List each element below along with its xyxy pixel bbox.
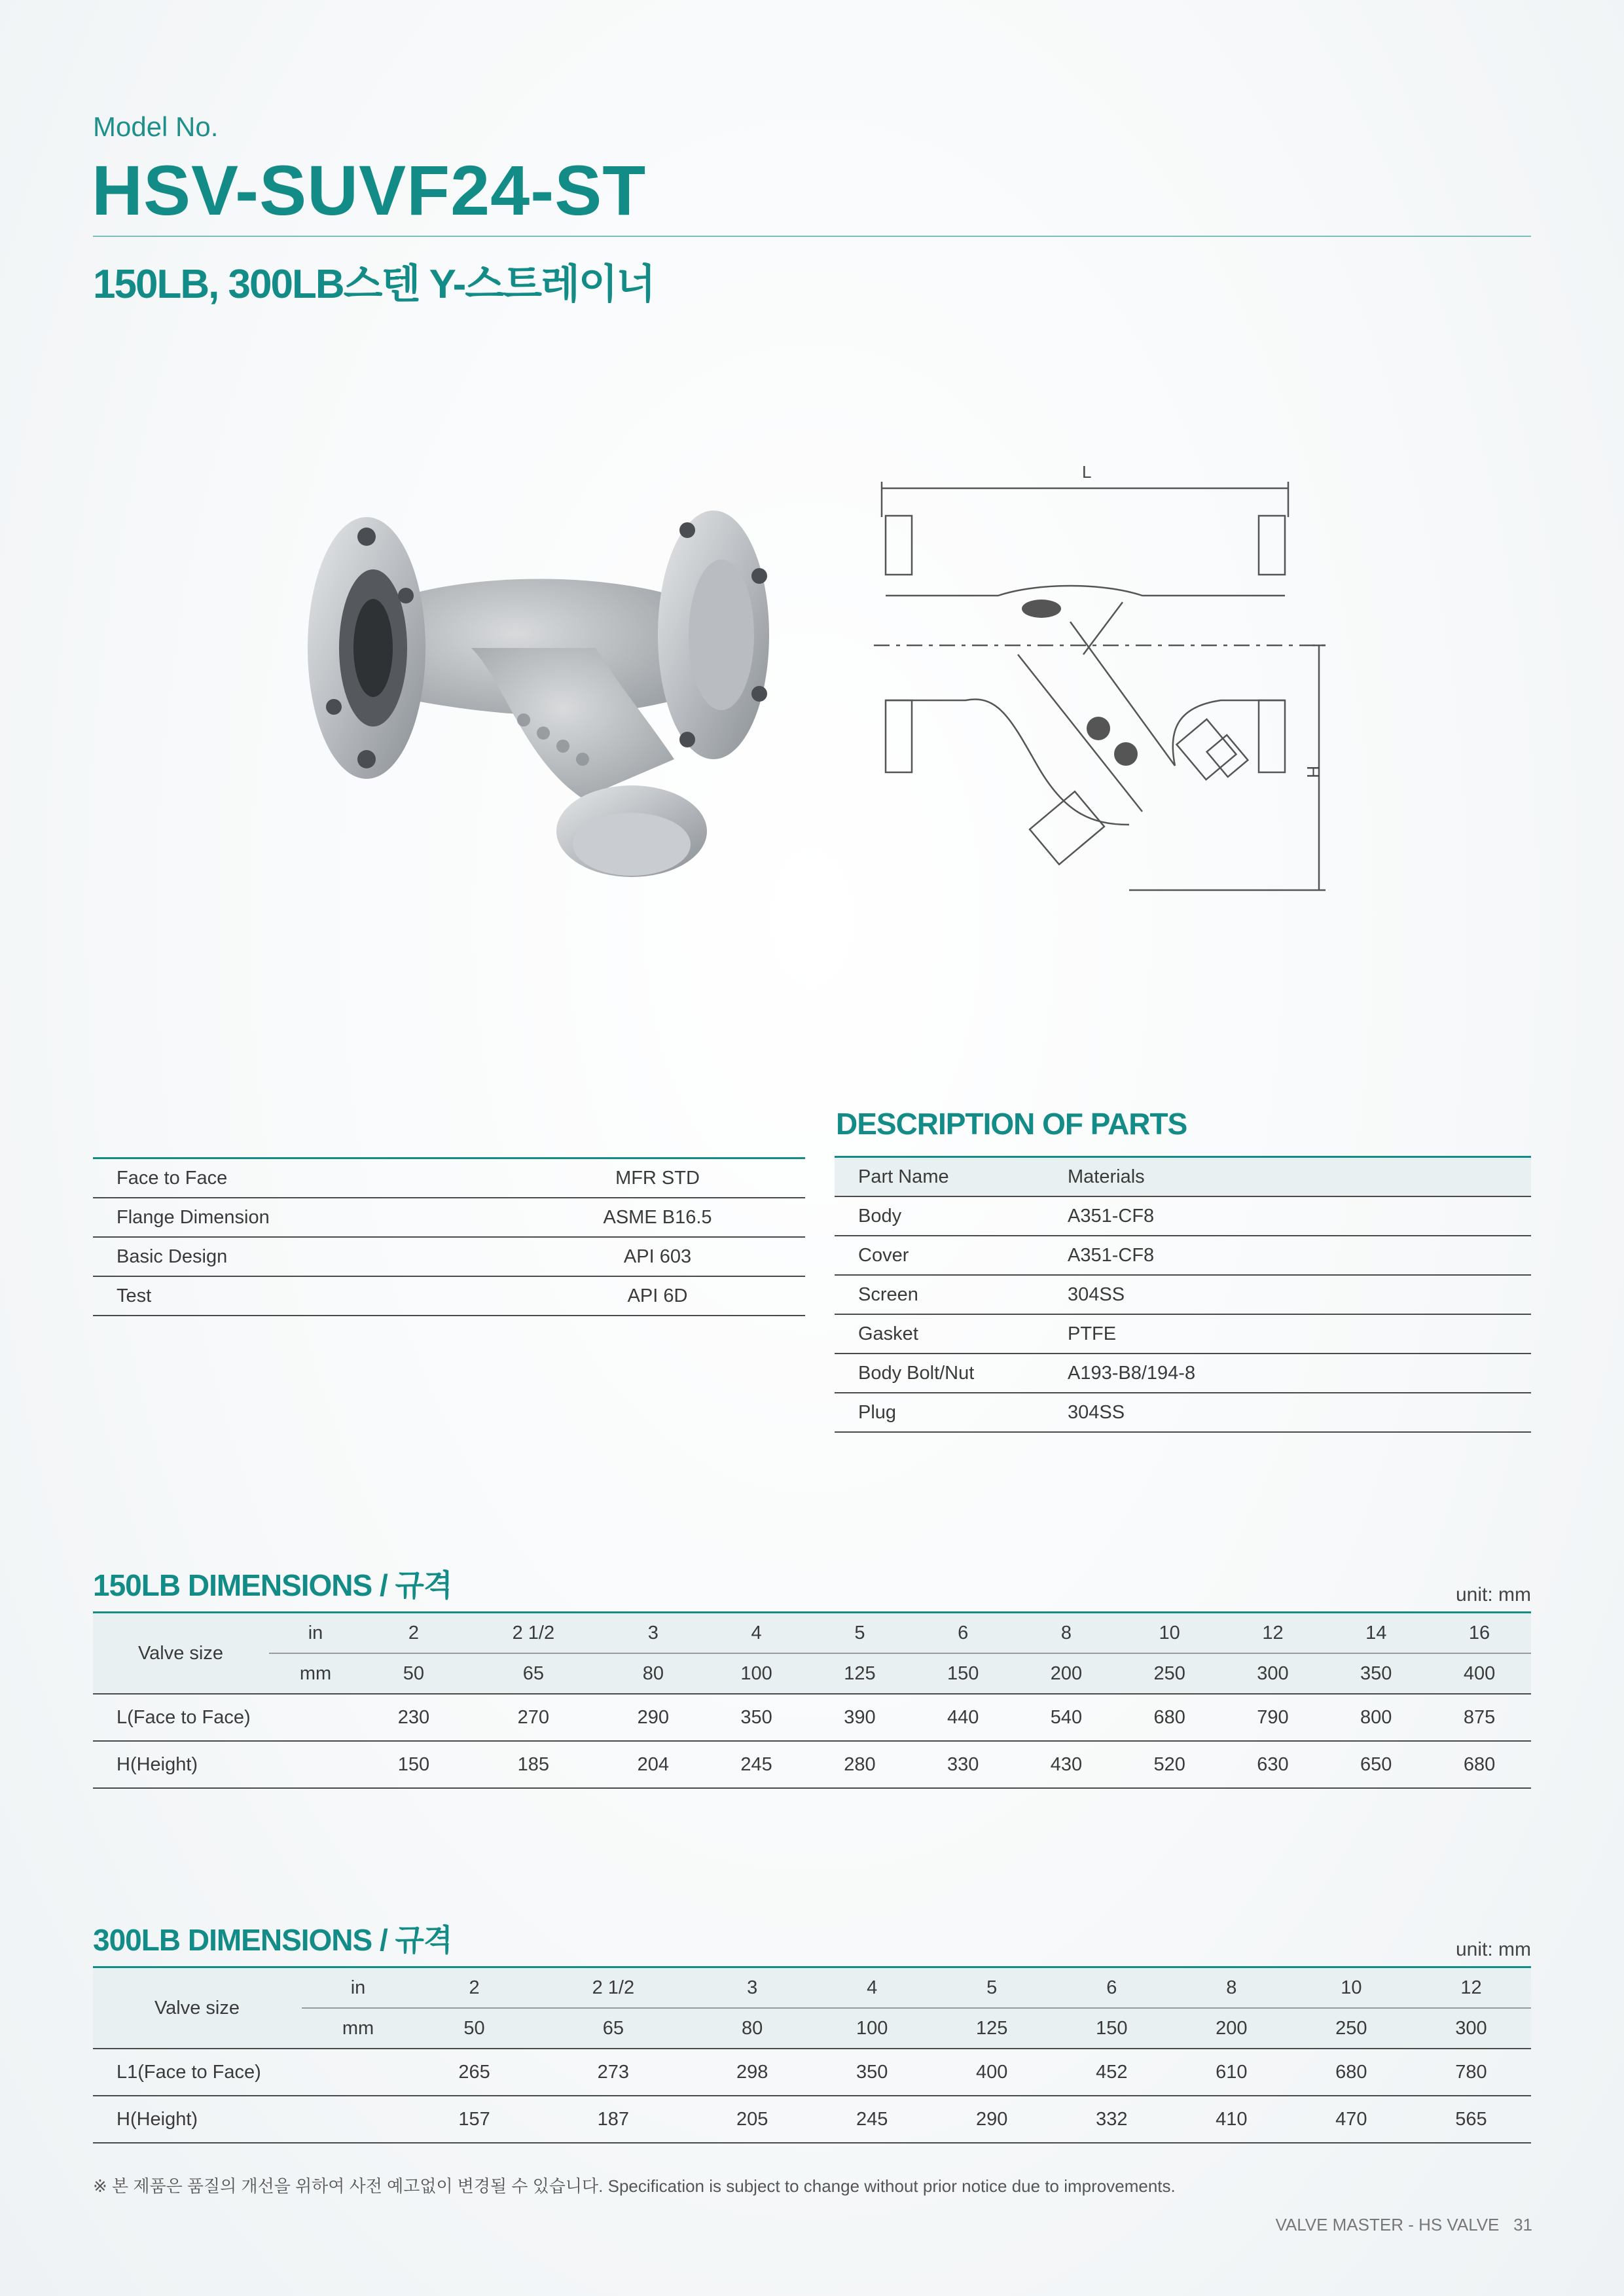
size-mm-cell: 200 xyxy=(1015,1653,1118,1694)
size-mm-cell: 200 xyxy=(1172,2008,1291,2049)
dimension-value: 680 xyxy=(1118,1694,1221,1741)
size-mm-cell: 50 xyxy=(414,2008,534,2049)
size-in-cell: 10 xyxy=(1291,1967,1411,2009)
unit-mm-label: mm xyxy=(269,1653,362,1694)
part-material: A351-CF8 xyxy=(1067,1236,1531,1275)
size-mm-cell: 150 xyxy=(911,1653,1015,1694)
size-in-row xyxy=(93,1967,1531,2009)
dimension-value: 400 xyxy=(932,2049,1052,2096)
disclaimer-note: ※ 본 제품은 품질의 개선을 위하여 사전 예고없이 변경될 수 있습니다. Specification is subject to change without prior notice due to improvements. xyxy=(93,2176,1176,2196)
parts-row xyxy=(835,1314,1531,1354)
dimension-value: 430 xyxy=(1015,1741,1118,1788)
spec-value: API 6D xyxy=(510,1276,805,1316)
size-in-cell: 6 xyxy=(1052,1967,1172,2009)
dimension-value: 187 xyxy=(534,2096,693,2143)
size-in-cell: 4 xyxy=(812,1967,932,2009)
dimension-value: 350 xyxy=(705,1694,808,1741)
size-mm-cell: 50 xyxy=(362,1653,465,1694)
part-material: 304SS xyxy=(1067,1275,1531,1314)
dim300-unit: unit: mm xyxy=(1455,1939,1531,1960)
dimension-label: H(Height) xyxy=(93,1741,362,1788)
dimension-value: 630 xyxy=(1221,1741,1325,1788)
size-in-row xyxy=(93,1613,1531,1654)
size-in-cell: 10 xyxy=(1118,1613,1221,1654)
part-material: A351-CF8 xyxy=(1067,1196,1531,1236)
dimension-value: 204 xyxy=(602,1741,705,1788)
size-mm-cell: 100 xyxy=(812,2008,932,2049)
part-name: Plug xyxy=(835,1393,1067,1432)
size-in-cell: 16 xyxy=(1428,1613,1531,1654)
dimension-row xyxy=(93,1741,1531,1788)
size-in-cell: 14 xyxy=(1324,1613,1428,1654)
spec-row xyxy=(93,1198,805,1237)
size-in-cell: 2 xyxy=(414,1967,534,2009)
part-material: 304SS xyxy=(1067,1393,1531,1432)
dimension-value: 390 xyxy=(808,1694,912,1741)
dimension-value: 520 xyxy=(1118,1741,1221,1788)
dimension-row xyxy=(93,1694,1531,1741)
size-in-cell: 2 1/2 xyxy=(465,1613,602,1654)
spec-key: Flange Dimension xyxy=(93,1198,510,1237)
part-name: Body Bolt/Nut xyxy=(835,1354,1067,1393)
spec-key: Face to Face xyxy=(93,1158,510,1198)
dimension-row xyxy=(93,2096,1531,2143)
dimension-value: 185 xyxy=(465,1741,602,1788)
part-material: PTFE xyxy=(1067,1314,1531,1354)
part-material: A193-B8/194-8 xyxy=(1067,1354,1531,1393)
dim300-table xyxy=(93,1966,1531,2144)
spec-value: MFR STD xyxy=(510,1158,805,1198)
dimension-value: 540 xyxy=(1015,1694,1118,1741)
size-in-cell: 5 xyxy=(808,1613,912,1654)
spec-row xyxy=(93,1237,805,1276)
dimension-value: 265 xyxy=(414,2049,534,2096)
size-in-cell: 2 1/2 xyxy=(534,1967,693,2009)
size-mm-cell: 250 xyxy=(1291,2008,1411,2049)
dimension-value: 470 xyxy=(1291,2096,1411,2143)
dimension-value: 680 xyxy=(1291,2049,1411,2096)
size-in-cell: 4 xyxy=(705,1613,808,1654)
spec-key: Basic Design xyxy=(93,1237,510,1276)
dimension-value: 280 xyxy=(808,1741,912,1788)
parts-row xyxy=(835,1275,1531,1314)
dimension-value: 290 xyxy=(602,1694,705,1741)
dim150-unit: unit: mm xyxy=(1455,1584,1531,1605)
spec-row xyxy=(93,1158,805,1198)
spec-table xyxy=(93,1157,805,1316)
size-mm-cell: 350 xyxy=(1324,1653,1428,1694)
size-mm-cell: 100 xyxy=(705,1653,808,1694)
page-number: 31 xyxy=(1513,2215,1532,2234)
spec-key: Test xyxy=(93,1276,510,1316)
parts-header-name: Part Name xyxy=(835,1157,1067,1197)
dimension-value: 790 xyxy=(1221,1694,1325,1741)
dimension-label: H(Height) xyxy=(93,2096,414,2143)
size-mm-cell: 125 xyxy=(932,2008,1052,2049)
dimension-value: 800 xyxy=(1324,1694,1428,1741)
size-mm-cell: 400 xyxy=(1428,1653,1531,1694)
dimension-value: 330 xyxy=(911,1741,1015,1788)
size-mm-cell: 250 xyxy=(1118,1653,1221,1694)
parts-row xyxy=(835,1196,1531,1236)
dimension-value: 205 xyxy=(693,2096,812,2143)
footer-brand: VALVE MASTER - HS VALVE xyxy=(1275,2215,1500,2234)
size-mm-cell: 65 xyxy=(465,1653,602,1694)
dim150-table xyxy=(93,1611,1531,1789)
dimension-value: 565 xyxy=(1411,2096,1531,2143)
dimension-value: 332 xyxy=(1052,2096,1172,2143)
size-in-cell: 8 xyxy=(1015,1613,1118,1654)
spec-row xyxy=(93,1276,805,1316)
part-name: Cover xyxy=(835,1236,1067,1275)
dim-l-label: L xyxy=(1082,462,1092,482)
size-mm-row xyxy=(93,1653,1531,1694)
dimension-value: 680 xyxy=(1428,1741,1531,1788)
size-in-cell: 2 xyxy=(362,1613,465,1654)
size-in-cell: 6 xyxy=(911,1613,1015,1654)
strainer-photo xyxy=(308,484,805,903)
parts-row xyxy=(835,1354,1531,1393)
dimension-value: 270 xyxy=(465,1694,602,1741)
dimension-value: 650 xyxy=(1324,1741,1428,1788)
parts-title: DESCRIPTION OF PARTS xyxy=(836,1107,1187,1141)
dim150-title: 150LB DIMENSIONS / 규격 xyxy=(93,1568,452,1602)
size-in-cell: 3 xyxy=(693,1967,812,2009)
dimension-value: 350 xyxy=(812,2049,932,2096)
dimension-value: 273 xyxy=(534,2049,693,2096)
dimension-value: 610 xyxy=(1172,2049,1291,2096)
part-name: Screen xyxy=(835,1275,1067,1314)
dimension-row xyxy=(93,2049,1531,2096)
dim-h-label: H xyxy=(1303,766,1323,778)
size-in-cell: 8 xyxy=(1172,1967,1291,2009)
page-footer xyxy=(1275,2215,1532,2235)
dimension-value: 245 xyxy=(812,2096,932,2143)
dimension-value: 452 xyxy=(1052,2049,1172,2096)
parts-header-material: Materials xyxy=(1067,1157,1531,1197)
size-mm-cell: 80 xyxy=(602,1653,705,1694)
size-mm-cell: 300 xyxy=(1411,2008,1531,2049)
dimension-value: 150 xyxy=(362,1741,465,1788)
dimension-value: 245 xyxy=(705,1741,808,1788)
dimension-value: 298 xyxy=(693,2049,812,2096)
size-mm-cell: 65 xyxy=(534,2008,693,2049)
strainer-drawing xyxy=(867,458,1345,903)
unit-in-label: in xyxy=(269,1613,362,1654)
dimension-label: L1(Face to Face) xyxy=(93,2049,414,2096)
dimension-label: L(Face to Face) xyxy=(93,1694,362,1741)
parts-row xyxy=(835,1236,1531,1275)
unit-in-label: in xyxy=(302,1967,414,2009)
parts-table xyxy=(835,1156,1531,1433)
model-label: Model No. xyxy=(93,111,219,142)
valve-size-label: Valve size xyxy=(93,1967,302,2049)
dimension-value: 780 xyxy=(1411,2049,1531,2096)
size-in-cell: 5 xyxy=(932,1967,1052,2009)
product-subtitle: 150LB, 300LB스텐 Y-스트레이너 xyxy=(93,262,655,307)
dim300-title: 300LB DIMENSIONS / 규격 xyxy=(93,1923,452,1957)
size-mm-cell: 300 xyxy=(1221,1653,1325,1694)
parts-row xyxy=(835,1393,1531,1432)
parts-header-row xyxy=(835,1157,1531,1197)
part-name: Gasket xyxy=(835,1314,1067,1354)
title-divider xyxy=(93,236,1531,237)
dimension-value: 410 xyxy=(1172,2096,1291,2143)
dimension-value: 440 xyxy=(911,1694,1015,1741)
size-mm-cell: 80 xyxy=(693,2008,812,2049)
part-name: Body xyxy=(835,1196,1067,1236)
size-mm-cell: 150 xyxy=(1052,2008,1172,2049)
spec-value: ASME B16.5 xyxy=(510,1198,805,1237)
dimension-value: 230 xyxy=(362,1694,465,1741)
size-mm-row xyxy=(93,2008,1531,2049)
model-number: HSV-SUVF24-ST xyxy=(92,151,647,230)
valve-size-label: Valve size xyxy=(93,1613,269,1695)
dimension-value: 875 xyxy=(1428,1694,1531,1741)
spec-value: API 603 xyxy=(510,1237,805,1276)
size-in-cell: 12 xyxy=(1411,1967,1531,2009)
dimension-value: 157 xyxy=(414,2096,534,2143)
size-in-cell: 12 xyxy=(1221,1613,1325,1654)
size-mm-cell: 125 xyxy=(808,1653,912,1694)
dimension-value: 290 xyxy=(932,2096,1052,2143)
size-in-cell: 3 xyxy=(602,1613,705,1654)
unit-mm-label: mm xyxy=(302,2008,414,2049)
